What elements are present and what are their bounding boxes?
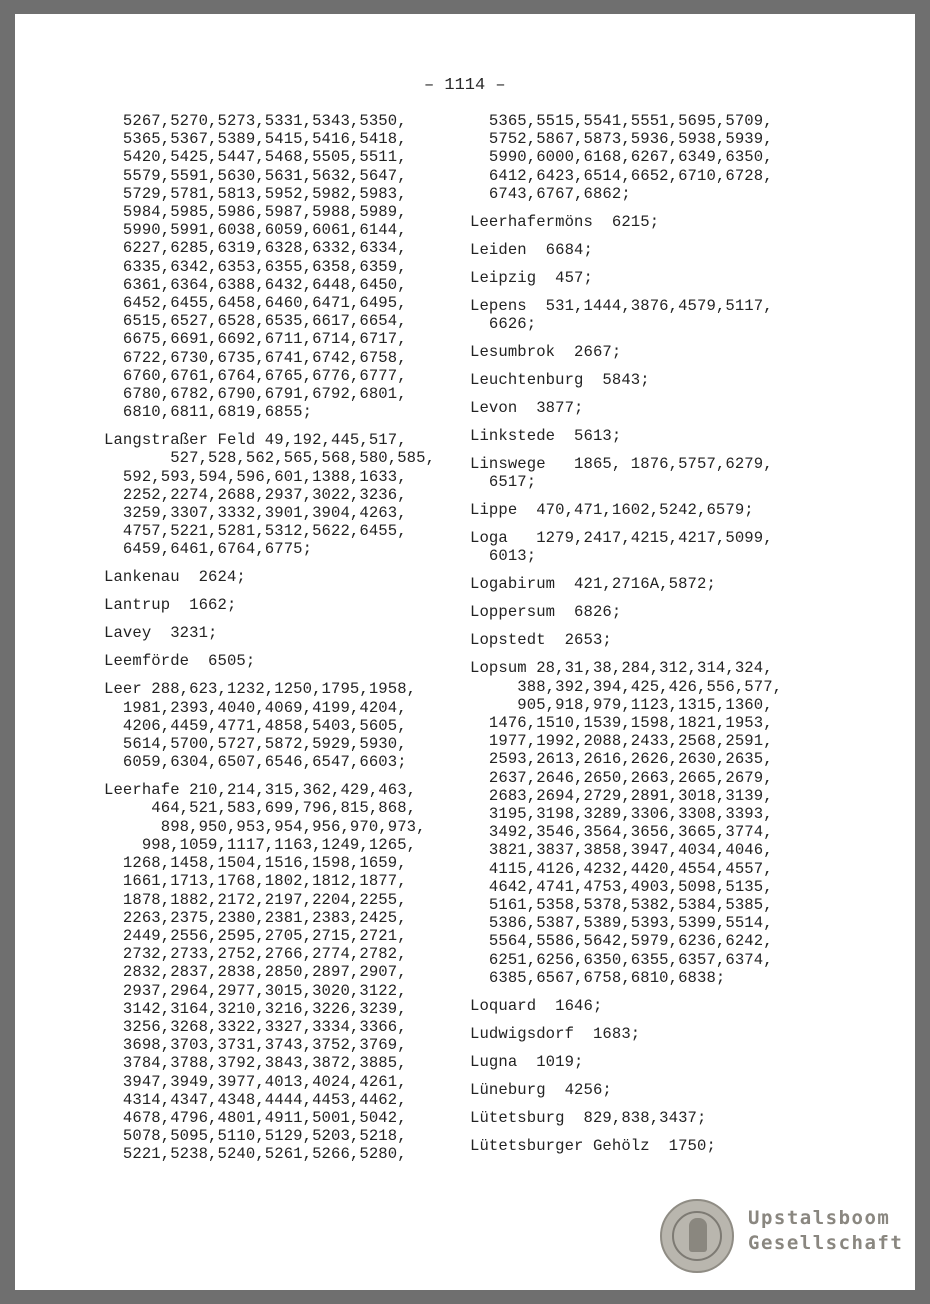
index-line: 6452,6455,6458,6460,6471,6495, [104,294,407,313]
index-entry [104,431,464,558]
index-entry [470,631,850,649]
index-line: 6059,6304,6507,6546,6547,6603; [104,753,407,772]
index-entry [104,781,464,1163]
index-entry [470,241,850,259]
index-line: 1476,1510,1539,1598,1821,1953, [470,714,773,733]
index-line: Logabirum 421,2716A,5872; [470,575,716,594]
index-entry [470,399,850,417]
index-line: 5984,5985,5986,5987,5988,5989, [104,203,407,222]
document-page [15,14,915,1290]
index-line: 592,593,594,596,601,1388,1633, [104,467,407,486]
index-line: 6675,6691,6692,6711,6714,6717, [104,330,407,349]
index-line: 5564,5586,5642,5979,6236,6242, [470,932,773,951]
index-line: 5161,5358,5378,5382,5384,5385, [470,896,773,915]
index-line: 6335,6342,6353,6355,6358,6359, [104,257,407,276]
index-entry [104,680,464,771]
index-entry [470,997,850,1015]
index-line: Lopstedt 2653; [470,631,612,650]
index-line: Lippe 470,471,1602,5242,6579; [470,501,754,520]
index-line: Lüneburg 4256; [470,1080,612,1099]
index-line: 464,521,583,699,796,815,868, [104,799,417,818]
index-line: 2637,2646,2650,2663,2665,2679, [470,768,773,787]
index-line: 5365,5367,5389,5415,5416,5418, [104,130,407,149]
page-number: – 1114 – [424,76,506,95]
seal-icon [660,1199,734,1273]
index-line: Loppersum 6826; [470,603,622,622]
index-line: 3142,3164,3210,3216,3226,3239, [104,999,407,1018]
index-line: Lopsum 28,31,38,284,312,314,324, [470,659,773,678]
index-entry [470,343,850,361]
index-entry [470,455,850,491]
index-line: Linswege 1865, 1876,5757,6279, [470,455,773,474]
index-entry [104,652,464,670]
index-line: 388,392,394,425,426,556,577, [470,677,783,696]
index-line: 3821,3837,3858,3947,4034,4046, [470,841,773,860]
watermark-line-2: Gesellschaft [748,1232,904,1254]
index-line: Lepens 531,1444,3876,4579,5117, [470,296,773,315]
index-line: 5078,5095,5110,5129,5203,5218, [104,1127,407,1146]
index-line: 6517; [470,473,537,492]
index-line: Leerhafermöns 6215; [470,212,660,231]
index-entry [104,624,464,642]
index-line: 6385,6567,6758,6810,6838; [470,968,726,987]
index-line: 6515,6527,6528,6535,6617,6654, [104,312,407,331]
index-line: 4115,4126,4232,4420,4554,4557, [470,859,773,878]
index-line: 3784,3788,3792,3843,3872,3885, [104,1054,407,1073]
index-line: 6760,6761,6764,6765,6776,6777, [104,366,407,385]
index-line: Levon 3877; [470,399,584,418]
index-line: 2263,2375,2380,2381,2383,2425, [104,908,407,927]
index-line: 1268,1458,1504,1516,1598,1659, [104,854,407,873]
index-entry [104,596,464,614]
index-entry [470,1081,850,1099]
index-line: 1661,1713,1768,1802,1812,1877, [104,872,407,891]
index-line: 6459,6461,6764,6775; [104,540,313,559]
index-line: 898,950,953,954,956,970,973, [104,817,426,836]
index-line: Lütetsburger Gehölz 1750; [470,1136,716,1155]
index-line: 6251,6256,6350,6355,6357,6374, [470,950,773,969]
index-line: 5267,5270,5273,5331,5343,5350, [104,112,407,130]
index-line: 6227,6285,6319,6328,6332,6334, [104,239,407,258]
index-line: 4678,4796,4801,4911,5001,5042, [104,1108,407,1127]
index-line: 1977,1992,2088,2433,2568,2591, [470,732,773,751]
index-line: Lugna 1019; [470,1052,584,1071]
index-line: Leipzig 457; [470,268,593,287]
index-line: Loquard 1646; [470,996,603,1015]
index-line: 1981,2393,4040,4069,4199,4204, [104,698,407,717]
index-line: 5221,5238,5240,5261,5266,5280, [104,1145,407,1164]
index-line: 5729,5781,5813,5952,5982,5983, [104,184,407,203]
index-line: 6361,6364,6388,6432,6448,6450, [104,275,407,294]
index-line: 5365,5515,5541,5551,5695,5709, [470,112,773,130]
index-line: 6626; [470,315,537,334]
index-entry [470,529,850,565]
index-line: 5752,5867,5873,5936,5938,5939, [470,130,773,149]
index-line: 3195,3198,3289,3306,3308,3393, [470,805,773,824]
index-line: 2937,2964,2977,3015,3020,3122, [104,981,407,1000]
index-line: 6013; [470,547,537,566]
index-line: 5990,5991,6038,6059,6061,6144, [104,221,407,240]
index-line: Lesumbrok 2667; [470,343,622,362]
index-entry [470,659,850,987]
index-line: 3256,3268,3322,3327,3334,3366, [104,1017,407,1036]
index-line: 2593,2613,2616,2626,2630,2635, [470,750,773,769]
index-entry [470,1109,850,1127]
index-line: 3698,3703,3731,3743,3752,3769, [104,1036,407,1055]
index-entry [470,427,850,445]
index-line: 4206,4459,4771,4858,5403,5605, [104,716,407,735]
index-line: 2252,2274,2688,2937,3022,3236, [104,485,407,504]
index-line: 6810,6811,6819,6855; [104,403,313,422]
index-line: 6743,6767,6862; [470,184,631,203]
index-entry [470,371,850,389]
watermark-line-1: Upstalsboom [748,1207,891,1229]
index-line: 2732,2733,2752,2766,2774,2782, [104,945,407,964]
index-line: 6412,6423,6514,6652,6710,6728, [470,166,773,185]
index-line: 5614,5700,5727,5872,5929,5930, [104,735,407,754]
index-entry [470,112,850,203]
index-line: 1878,1882,2172,2197,2204,2255, [104,890,407,909]
index-entry [470,269,850,287]
index-entry [470,213,850,231]
index-entry [470,575,850,593]
index-entry [470,1137,850,1155]
index-line: 2449,2556,2595,2705,2715,2721, [104,926,407,945]
index-line: 5386,5387,5389,5393,5399,5514, [470,914,773,933]
index-line: Lavey 3231; [104,624,218,643]
index-entry [470,603,850,621]
index-line: Leuchtenburg 5843; [470,371,650,390]
index-column-left [104,112,464,1173]
index-line: 4314,4347,4348,4444,4453,4462, [104,1090,407,1109]
index-line: 527,528,562,565,568,580,585, [104,449,436,468]
index-column-right [470,112,850,1165]
index-line: 2832,2837,2838,2850,2897,2907, [104,963,407,982]
index-line: 3259,3307,3332,3901,3904,4263, [104,504,407,523]
index-line: Loga 1279,2417,4215,4217,5099, [470,529,773,548]
index-line: Leer 288,623,1232,1250,1795,1958, [104,680,417,699]
index-entry [470,1053,850,1071]
index-line: 4757,5221,5281,5312,5622,6455, [104,522,407,541]
watermark-logo [660,1199,910,1283]
index-line: 3492,3546,3564,3656,3665,3774, [470,823,773,842]
index-line: Linkstede 5613; [470,427,622,446]
index-line: 3947,3949,3977,4013,4024,4261, [104,1072,407,1091]
index-line: Leiden 6684; [470,240,593,259]
index-line: Leemförde 6505; [104,652,256,671]
index-line: Lütetsburg 829,838,3437; [470,1108,707,1127]
index-line: Leerhafe 210,214,315,362,429,463, [104,781,417,800]
index-line: 5990,6000,6168,6267,6349,6350, [470,148,773,167]
index-line: 905,918,979,1123,1315,1360, [470,695,773,714]
index-entry [470,1025,850,1043]
index-line: Langstraßer Feld 49,192,445,517, [104,431,407,450]
index-entry [104,568,464,586]
index-entry [104,112,464,421]
index-line: 4642,4741,4753,4903,5098,5135, [470,877,773,896]
index-line: 5579,5591,5630,5631,5632,5647, [104,166,407,185]
index-line: 998,1059,1117,1163,1249,1265, [104,835,417,854]
index-line: 6722,6730,6735,6741,6742,6758, [104,348,407,367]
index-line: 2683,2694,2729,2891,3018,3139, [470,786,773,805]
index-line: 6780,6782,6790,6791,6792,6801, [104,385,407,404]
index-entry [470,297,850,333]
index-line: Lantrup 1662; [104,596,237,615]
index-line: 5420,5425,5447,5468,5505,5511, [104,148,407,167]
index-line: Lankenau 2624; [104,568,246,587]
index-entry [470,501,850,519]
index-line: Ludwigsdorf 1683; [470,1024,641,1043]
